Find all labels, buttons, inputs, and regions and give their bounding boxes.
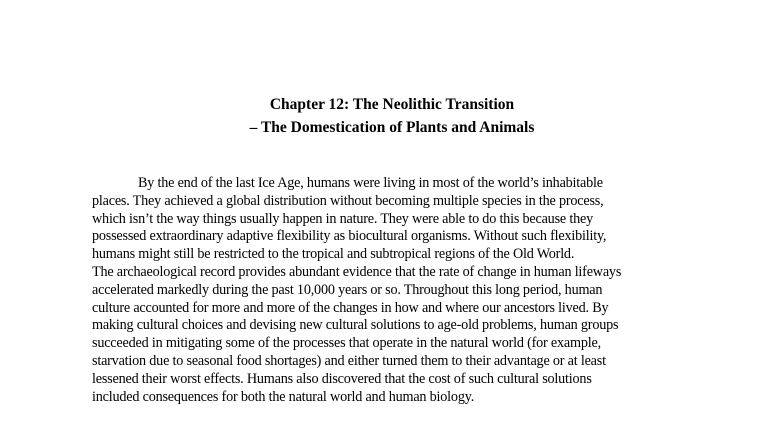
text-line: starvation due to seasonal food shortages) and either turned them to their advantage or at least (92, 352, 606, 369)
text-line: which isn’t the way things usually happen in nature. They were able to do this because they (92, 210, 593, 227)
text-line: accelerated markedly during the past 10,000 years or so. Throughout this long period, human (92, 281, 603, 298)
chapter-title: Chapter 12: The Neolithic Transition (269, 96, 515, 113)
text-line: The archaeological record provides abundant evidence that the rate of change in human lifeways (92, 263, 622, 280)
text-line: humans might still be restricted to the tropical and subtropical regions of the Old World. (92, 246, 575, 263)
chapter-subtitle: – The Domestication of Plants and Animals (249, 119, 535, 136)
text-line: making cultural choices and devising new cultural solutions to age-old problems, human groups (92, 317, 619, 334)
text-line: succeeded in mitigating some of the processes that operate in the natural world (for example, (92, 335, 601, 352)
text-line: places. They achieved a global distribution without becoming multiple species in the process, (92, 192, 604, 209)
text-line: culture accounted for more and more of the changes in how and where our ancestors lived. By (92, 299, 609, 316)
text-line: By the end of the last Ice Age, humans were living in most of the world’s inhabitable (138, 175, 603, 191)
body-text (92, 175, 692, 406)
text-line: lessened their worst effects. Humans also discovered that the cost of such cultural solutions (92, 370, 592, 387)
text-line: possessed extraordinary adaptive flexibility as biocultural organisms. Without such flexibility, (92, 228, 607, 245)
text-line: included consequences for both the natural world and human biology. (92, 388, 475, 405)
